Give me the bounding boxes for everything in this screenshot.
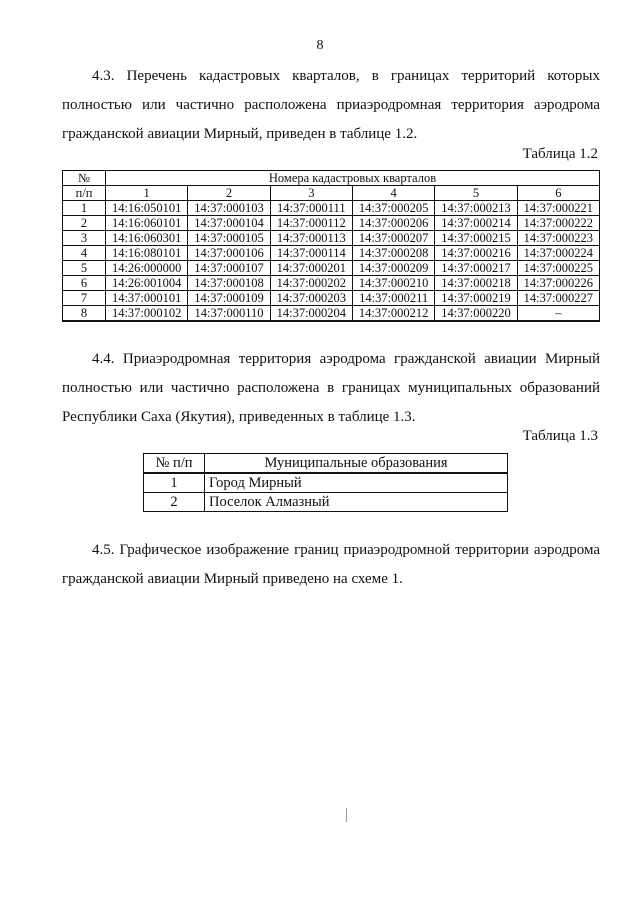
group-header: Номера кадастровых кварталов bbox=[106, 171, 600, 186]
municipalities-table bbox=[143, 453, 508, 512]
table-row bbox=[63, 306, 600, 322]
row-number: 6 bbox=[63, 276, 106, 291]
cadastral-number: 14:26:000000 bbox=[106, 261, 188, 276]
cadastral-number: 14:37:000106 bbox=[188, 246, 270, 261]
cadastral-number: 14:37:000213 bbox=[435, 201, 517, 216]
column-header: 2 bbox=[188, 186, 270, 201]
num-header: № п/п bbox=[144, 454, 205, 474]
cadastral-number: 14:37:000206 bbox=[352, 216, 434, 231]
page-number: 8 bbox=[316, 38, 324, 53]
cadastral-number: 14:16:060101 bbox=[106, 216, 188, 231]
cadastral-number: 14:37:000101 bbox=[106, 291, 188, 306]
cadastral-number: 14:37:000110 bbox=[188, 306, 270, 322]
cadastral-number: 14:37:000109 bbox=[188, 291, 270, 306]
cadastral-number: 14:37:000219 bbox=[435, 291, 517, 306]
row-number: 1 bbox=[144, 473, 205, 493]
row-number: 4 bbox=[63, 246, 106, 261]
cadastral-number: 14:37:000202 bbox=[270, 276, 352, 291]
row-number: 3 bbox=[63, 231, 106, 246]
cadastral-number: 14:37:000203 bbox=[270, 291, 352, 306]
column-header: 3 bbox=[270, 186, 352, 201]
cadastral-number: 14:37:000209 bbox=[352, 261, 434, 276]
scan-mark bbox=[346, 808, 347, 822]
cadastral-number: 14:16:080101 bbox=[106, 246, 188, 261]
table-row bbox=[63, 261, 600, 276]
cadastral-number: 14:37:000220 bbox=[435, 306, 517, 322]
municipality-name: Поселок Алмазный bbox=[205, 493, 508, 512]
cadastral-number: 14:37:000111 bbox=[270, 201, 352, 216]
cadastral-number: 14:37:000224 bbox=[517, 246, 599, 261]
cadastral-number: 14:37:000225 bbox=[517, 261, 599, 276]
paragraph-4-5 bbox=[62, 536, 600, 594]
cadastral-number: 14:37:000214 bbox=[435, 216, 517, 231]
table-row bbox=[144, 493, 508, 512]
table-row bbox=[63, 291, 600, 306]
paragraph-line: Республики Саха (Якутия), приведенных в таблице 1.3. bbox=[62, 409, 416, 425]
cadastral-number: 14:37:000103 bbox=[188, 201, 270, 216]
cadastral-number: 14:37:000218 bbox=[435, 276, 517, 291]
cadastral-number: 14:37:000208 bbox=[352, 246, 434, 261]
table-1-3-caption: Таблица 1.3 bbox=[522, 428, 598, 444]
cadastral-number: 14:37:000221 bbox=[517, 201, 599, 216]
table-row bbox=[63, 201, 600, 216]
cadastral-number: 14:37:000223 bbox=[517, 231, 599, 246]
cadastral-number: 14:37:000113 bbox=[270, 231, 352, 246]
cadastral-number: 14:37:000227 bbox=[517, 291, 599, 306]
cadastral-number: 14:37:000205 bbox=[352, 201, 434, 216]
cadastral-number: 14:37:000108 bbox=[188, 276, 270, 291]
cadastral-number: – bbox=[517, 306, 599, 322]
paragraph-line: 4.4. Приаэродромная территория аэродрома гражданской авиации Мирный bbox=[92, 351, 600, 367]
row-number: 7 bbox=[63, 291, 106, 306]
cadastral-number: 14:37:000215 bbox=[435, 231, 517, 246]
cadastral-number: 14:37:000104 bbox=[188, 216, 270, 231]
paragraph-line: гражданской авиации Мирный, приведен в таблице 1.2. bbox=[62, 126, 418, 142]
row-number: 2 bbox=[63, 216, 106, 231]
row-number: 5 bbox=[63, 261, 106, 276]
column-header: 1 bbox=[106, 186, 188, 201]
cadastral-number: 14:37:000105 bbox=[188, 231, 270, 246]
table-row bbox=[63, 246, 600, 261]
cadastral-number: 14:37:000112 bbox=[270, 216, 352, 231]
cadastral-number: 14:37:000210 bbox=[352, 276, 434, 291]
paragraph-4-3 bbox=[62, 62, 600, 149]
column-header: 4 bbox=[352, 186, 434, 201]
column-header: 5 bbox=[435, 186, 517, 201]
cadastral-number: 14:37:000222 bbox=[517, 216, 599, 231]
cadastral-number: 14:26:001004 bbox=[106, 276, 188, 291]
paragraph-4-4 bbox=[62, 345, 600, 432]
cadastral-number: 14:37:000102 bbox=[106, 306, 188, 322]
paragraph-line: гражданской авиации Мирный приведено на схеме 1. bbox=[62, 571, 403, 587]
table-row bbox=[144, 473, 508, 493]
paragraph-line: 4.3. Перечень кадастровых кварталов, в границах территорий которых bbox=[92, 68, 600, 84]
column-header: 6 bbox=[517, 186, 599, 201]
cadastral-number: 14:37:000217 bbox=[435, 261, 517, 276]
num-header-top: № bbox=[63, 171, 106, 186]
cadastral-number: 14:37:000114 bbox=[270, 246, 352, 261]
table-row bbox=[63, 216, 600, 231]
paragraph-line: полностью или частично расположена в границах муниципальных образований bbox=[62, 380, 600, 396]
municipality-header: Муниципальные образования bbox=[205, 454, 508, 474]
paragraph-line: 4.5. Графическое изображение границ приаэродромной территории аэродрома bbox=[92, 542, 600, 558]
cadastral-number: 14:16:060301 bbox=[106, 231, 188, 246]
row-number: 8 bbox=[63, 306, 106, 322]
num-header-bottom: п/п bbox=[63, 186, 106, 201]
row-number: 2 bbox=[144, 493, 205, 512]
cadastral-number: 14:16:050101 bbox=[106, 201, 188, 216]
cadastral-quarters-table bbox=[62, 170, 600, 322]
cadastral-number: 14:37:000211 bbox=[352, 291, 434, 306]
cadastral-number: 14:37:000201 bbox=[270, 261, 352, 276]
cadastral-number: 14:37:000226 bbox=[517, 276, 599, 291]
table-row bbox=[63, 231, 600, 246]
row-number: 1 bbox=[63, 201, 106, 216]
table-1-2-caption: Таблица 1.2 bbox=[522, 146, 598, 162]
cadastral-number: 14:37:000212 bbox=[352, 306, 434, 322]
cadastral-number: 14:37:000216 bbox=[435, 246, 517, 261]
cadastral-number: 14:37:000107 bbox=[188, 261, 270, 276]
table-row bbox=[63, 276, 600, 291]
cadastral-number: 14:37:000207 bbox=[352, 231, 434, 246]
municipality-name: Город Мирный bbox=[205, 473, 508, 493]
paragraph-line: полностью или частично расположена приаэродромная территория аэродрома bbox=[62, 97, 600, 113]
cadastral-number: 14:37:000204 bbox=[270, 306, 352, 322]
